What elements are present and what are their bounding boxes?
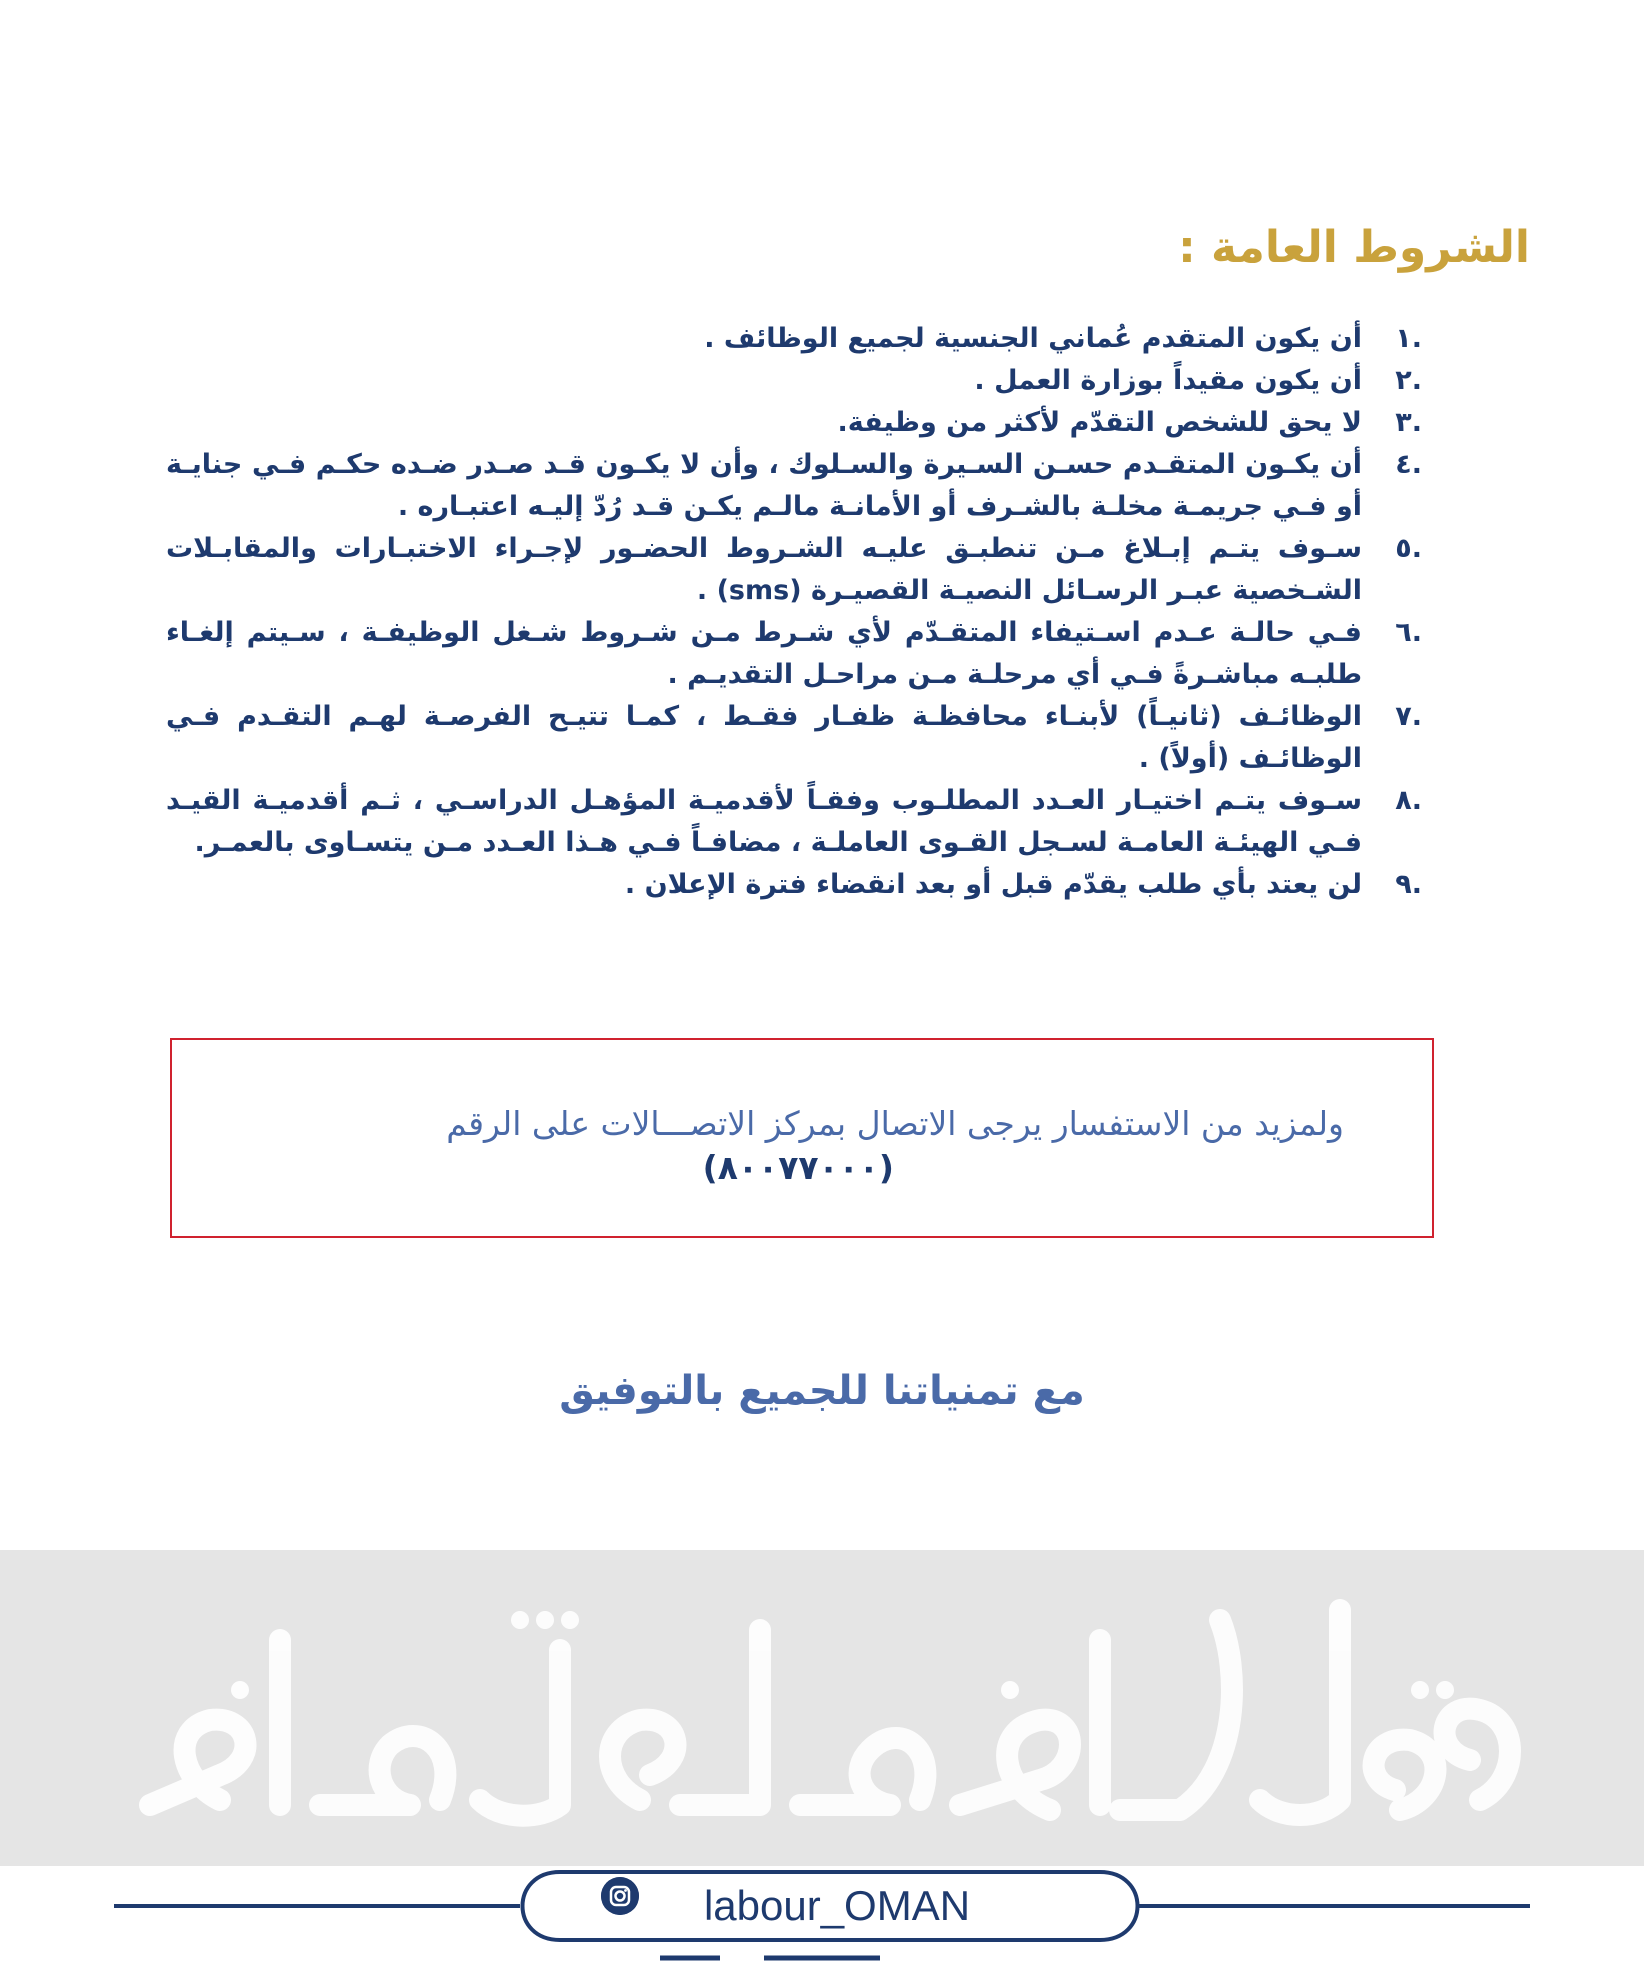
item-text: فـي حالـة عـدم اسـتيفاء المتقـدّم لأي شـرط مـن شـروط شـغل الوظيفـة ، سـيتم إلغـاء طلبـه مباشـرةً فـي أي مرحلـة مـن مراحـل التقديـم . xyxy=(166,617,1362,690)
item-text: أن يكون مقيداً بوزارة العمل . xyxy=(974,365,1362,396)
item-text: أن يكـون المتقـدم حسـن السـيرة والسـلوك ، وأن لا يكـون قـد صـدر ضـده حكـم فـي جنايـة أو فـي جريمـة مخلـة بالشـرف أو الأمانـة مالـم يكـن قـد رُدّ إليـه اعتبـاره . xyxy=(166,449,1362,522)
closing-text: مع تمنياتنا للجميع بالتوفيق xyxy=(559,1368,1085,1414)
contact-number: (٨٠٠٧٧٠٠٠) xyxy=(702,1148,894,1187)
instagram-icon[interactable] xyxy=(600,1876,640,1916)
item-number: .٤ xyxy=(1395,449,1422,480)
contact-box xyxy=(170,1038,1434,1238)
list-item xyxy=(166,612,1422,696)
list-item xyxy=(166,318,1422,360)
item-number: .٧ xyxy=(1395,701,1422,732)
item-text: الوظائـف (ثانيـاً) لأبنـاء محافظـة ظفـار فقـط ، كمـا تتيـح الفرصـة لهـم التقـدم فـي الوظائـف (أولاً) . xyxy=(166,701,1362,774)
conditions-list xyxy=(166,318,1422,906)
item-number: .٢ xyxy=(1395,365,1422,396)
item-number: .٣ xyxy=(1395,407,1422,438)
list-item xyxy=(166,864,1422,906)
item-text: سـوف يتـم إبـلاغ مـن تنطبـق عليـه الشـروط الحضـور لإجـراء الاختبـارات والمقابـلات الشـخصية عبـر الرسـائل النصيـة القصيـرة (sms) . xyxy=(166,533,1362,606)
contact-text: ولمزيد من الاستفسار يرجى الاتصال بمركز الاتصـــالات على الرقم xyxy=(446,1104,1344,1143)
list-item xyxy=(166,528,1422,612)
item-number: .٥ xyxy=(1395,533,1422,564)
item-number: .٩ xyxy=(1395,869,1422,900)
list-item xyxy=(166,444,1422,528)
list-item xyxy=(166,780,1422,864)
social-footer xyxy=(0,1868,1644,1978)
calligraphy-watermark xyxy=(0,1550,1644,1866)
item-number: .١ xyxy=(1395,323,1422,354)
item-number: .٦ xyxy=(1395,617,1422,648)
item-number: .٨ xyxy=(1395,785,1422,816)
item-text: أن يكون المتقدم عُماني الجنسية لجميع الوظائف . xyxy=(704,323,1362,354)
list-item xyxy=(166,696,1422,780)
item-text: لا يحق للشخص التقدّم لأكثر من وظيفة. xyxy=(837,407,1362,438)
calligraphy-banner xyxy=(0,1550,1644,1866)
social-handle-pill[interactable] xyxy=(600,1876,1060,1936)
social-handle[interactable]: labour_OMAN xyxy=(703,1882,971,1929)
list-item xyxy=(166,360,1422,402)
item-text: سـوف يتـم اختيـار العـدد المطلـوب وفقـاً لأقدميـة المؤهـل الدراسـي ، ثـم أقدميـة القيـد فـي الهيئـة العامـة لسـجل القـوى العاملـة ، مضافـاً فـي هـذا العـدد مـن يتسـاوى بالعمـر. xyxy=(166,785,1362,858)
item-text: لن يعتد بأي طلب يقدّم قبل أو بعد انقضاء فترة الإعلان . xyxy=(624,869,1362,900)
section-heading: الشروط العامة : xyxy=(1178,222,1530,273)
list-item xyxy=(166,402,1422,444)
